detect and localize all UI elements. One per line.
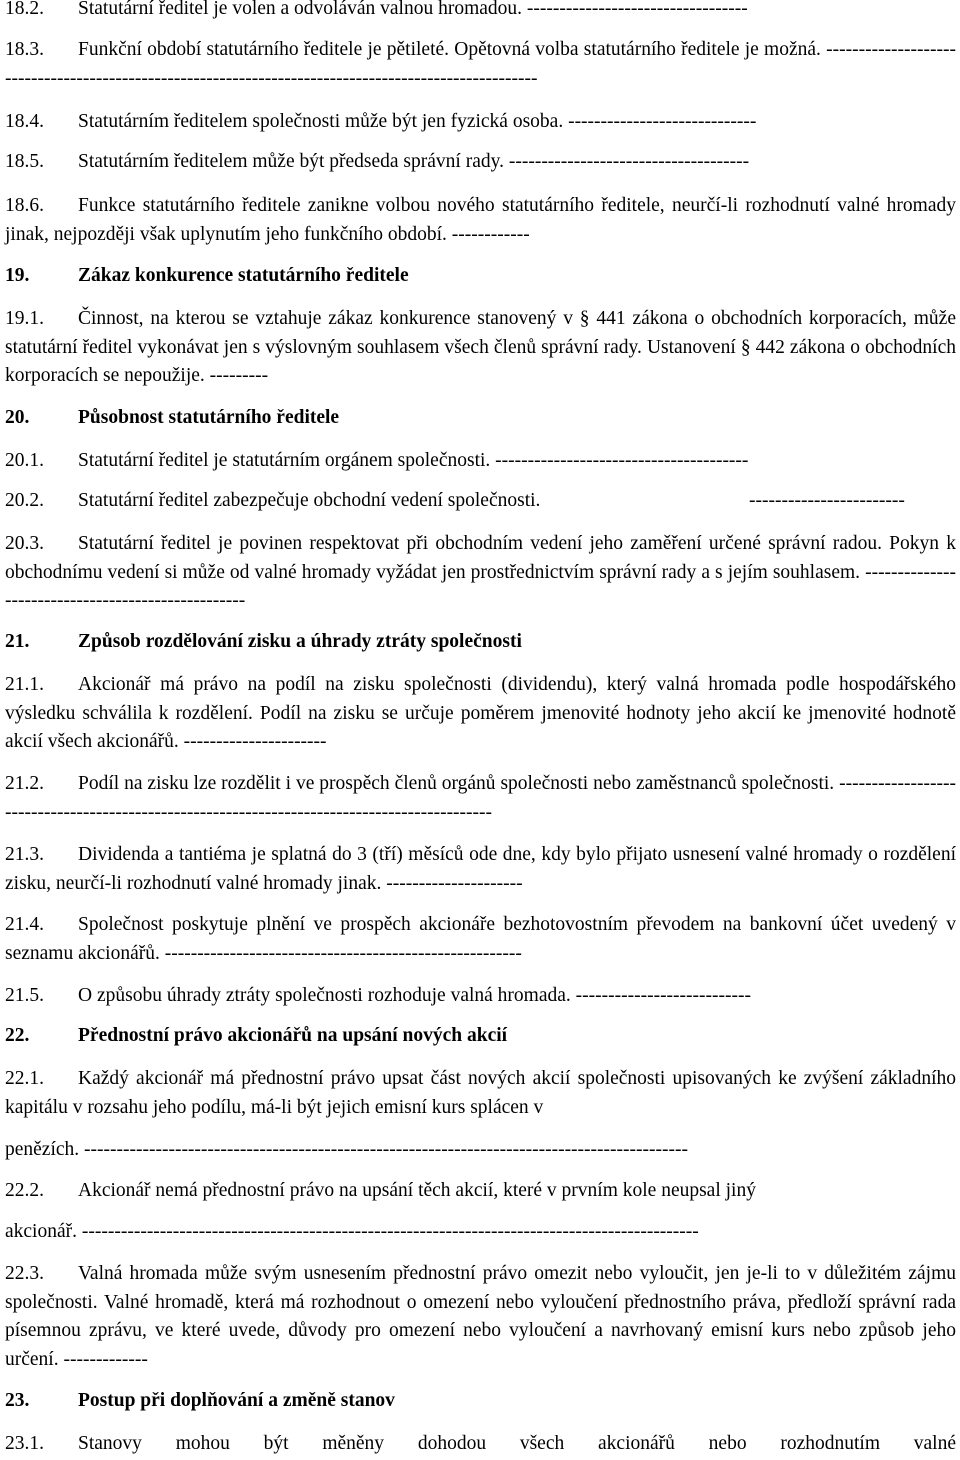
clause-text: Statutární ředitel je povinen respektovat při obchodním vedení jeho zaměření určené správní radou. Pokyn k obchodnímu vedení si může od valné hromady vyžádat jen prostřednictvím správní rady a s jejím souhlasem. --------------------------------------------------- — [5, 533, 956, 611]
section-title: Způsob rozdělování zisku a úhrady ztráty společnosti — [78, 631, 522, 652]
clause-text: Statutárním ředitelem může být předseda správní rady. ------------------------------------- — [78, 151, 750, 172]
clause-text: Dividenda a tantiéma je splatná do 3 (tří) měsíců ode dne, kdy bylo přijato usnesení valné hromady o rozdělení zisku, neurčí-li rozhodnutí valné hromady jinak. --------------------- — [5, 844, 956, 894]
clause-number: 21.4. — [5, 914, 44, 935]
clause-text: Činnost, na kterou se vztahuje zákaz konkurence stanovený v § 441 zákona o obchodních korporacích, může statutární ředitel vykonávat jen s výslovným souhlasem všech členů správní rady. Ustanovení § 442 zákona o obchodních korporacích se nepoužije. --------- — [5, 308, 956, 386]
clause-number: 19.1. — [5, 308, 44, 329]
clause-text: penězích. --------------------------------------------------------------------------------------------- — [5, 1139, 688, 1160]
clause-22-2-continuation — [5, 1218, 956, 1247]
clause-18-5 — [5, 148, 956, 177]
clause-22-1-continuation — [5, 1136, 956, 1165]
clause-text: Akcionář nemá přednostní právo na upsání těch akcií, které v prvním kole neupsal jiný — [78, 1180, 756, 1201]
clause-text: Společnost poskytuje plnění ve prospěch akcionáře bezhotovostním převodem na bankovní účet uvedený v seznamu akcionářů. ------------------------------------------------------- — [5, 914, 956, 964]
clause-number: 18.2. — [5, 0, 44, 19]
clause-text: Funkční období statutárního ředitele je pětileté. Opětovná volba statutárního ředitele je možná. ------------------------------------------------------------------------------------------------------ — [5, 39, 956, 89]
clause-number: 18.6. — [5, 195, 44, 216]
section-title: Působnost statutárního ředitele — [78, 407, 340, 428]
clause-22-3 — [5, 1260, 956, 1374]
clause-21-5 — [5, 982, 956, 1011]
clause-number: 21.1. — [5, 674, 44, 695]
clause-19-1 — [5, 305, 956, 391]
section-number: 19. — [5, 265, 30, 286]
clause-text: Stanovy mohou být měněny dohodou všech akcionářů nebo rozhodnutím valné — [78, 1433, 956, 1454]
clause-text: Statutární ředitel je volen a odvoláván valnou hromadou. ---------------------------------- — [78, 0, 748, 19]
clause-23-1 — [5, 1430, 956, 1459]
clause-21-2 — [5, 770, 956, 827]
clause-number: 22.3. — [5, 1263, 44, 1284]
clause-number: 18.3. — [5, 39, 44, 60]
clause-20-1 — [5, 447, 956, 476]
clause-text: Funkce statutárního ředitele zanikne volbou nového statutárního ředitele, neurčí-li rozhodnutí valné hromady jinak, nejpozději však uplynutím jeho funkčního období. ------------ — [5, 195, 956, 245]
clause-21-1 — [5, 671, 956, 757]
clause-text: Každý akcionář má přednostní právo upsat část nových akcií společnosti upisovaných ke zvýšení základního kapitálu v rozsahu jeho podílu, má-li být jejich emisní kurs splácen v — [5, 1068, 956, 1118]
clause-number: 20.3. — [5, 533, 44, 554]
clause-number: 20.2. — [5, 490, 44, 511]
section-number: 23. — [5, 1390, 30, 1411]
clause-number: 21.2. — [5, 773, 44, 794]
section-number: 20. — [5, 407, 30, 428]
clause-text: O způsobu úhrady ztráty společnosti rozhoduje valná hromada. --------------------------- — [78, 985, 751, 1006]
clause-18-6 — [5, 192, 956, 249]
section-title: Přednostní právo akcionářů na upsání nových akcií — [78, 1025, 508, 1046]
clause-20-2 — [5, 487, 956, 516]
clause-number: 21.3. — [5, 844, 44, 865]
clause-text: Statutární ředitel je statutárním orgánem společnosti. --------------------------------------- — [78, 450, 749, 471]
clause-18-3 — [5, 36, 956, 93]
section-heading-19 — [5, 262, 956, 291]
clause-text: Akcionář má právo na podíl na zisku společnosti (dividendu), který valná hromada podle hospodářského výsledku schválila k rozdělení. Podíl na zisku se určuje poměrem jmenovité hodnoty jeho akcií ke jmenovité hodnotě akcií všech akcionářů. ---------------------- — [5, 674, 956, 752]
section-heading-23 — [5, 1387, 956, 1416]
clause-filler-dashes: ------------------------ — [749, 490, 905, 511]
section-title: Postup při doplňování a změně stanov — [78, 1390, 395, 1411]
clause-text: Podíl na zisku lze rozdělit i ve prospěch členů orgánů společnosti nebo zaměstnanců společnosti. --------------------------------------------------------------------------------------------- — [5, 773, 956, 823]
section-title: Zákaz konkurence statutárního ředitele — [78, 265, 409, 286]
section-heading-21 — [5, 628, 956, 657]
clause-number: 23.1. — [5, 1433, 44, 1454]
clause-number: 21.5. — [5, 985, 44, 1006]
clause-text: akcionář. ----------------------------------------------------------------------------------------------- — [5, 1221, 699, 1242]
section-heading-20 — [5, 404, 956, 433]
section-number: 22. — [5, 1025, 30, 1046]
section-heading-22 — [5, 1022, 956, 1051]
clause-text: Statutární ředitel zabezpečuje obchodní vedení společnosti. — [78, 490, 541, 511]
clause-text: Valná hromada může svým usnesením přednostní právo omezit nebo vyloučit, jen je-li to v důležitém zájmu společnosti. Valné hromadě, která má rozhodnout o omezení nebo vyloučení přednostního práva, předloží správní rada písemnou zprávu, ve které uvede, důvody pro omezení nebo vyloučení a navrhovaný emisní kurs nebo způsob jeho určení. ------------- — [5, 1263, 956, 1370]
clause-number: 18.5. — [5, 151, 44, 172]
clause-21-3 — [5, 841, 956, 898]
clause-18-4 — [5, 108, 956, 137]
clause-number: 20.1. — [5, 450, 44, 471]
clause-number: 22.2. — [5, 1180, 44, 1201]
clause-22-2 — [5, 1177, 956, 1206]
clause-21-4 — [5, 911, 956, 968]
clause-number: 22.1. — [5, 1068, 44, 1089]
clause-20-3 — [5, 530, 956, 616]
clause-text: Statutárním ředitelem společnosti může být jen fyzická osoba. ----------------------------- — [78, 111, 757, 132]
clause-number: 18.4. — [5, 111, 44, 132]
clause-18-2 — [5, 0, 956, 24]
section-number: 21. — [5, 631, 30, 652]
clause-22-1 — [5, 1065, 956, 1122]
